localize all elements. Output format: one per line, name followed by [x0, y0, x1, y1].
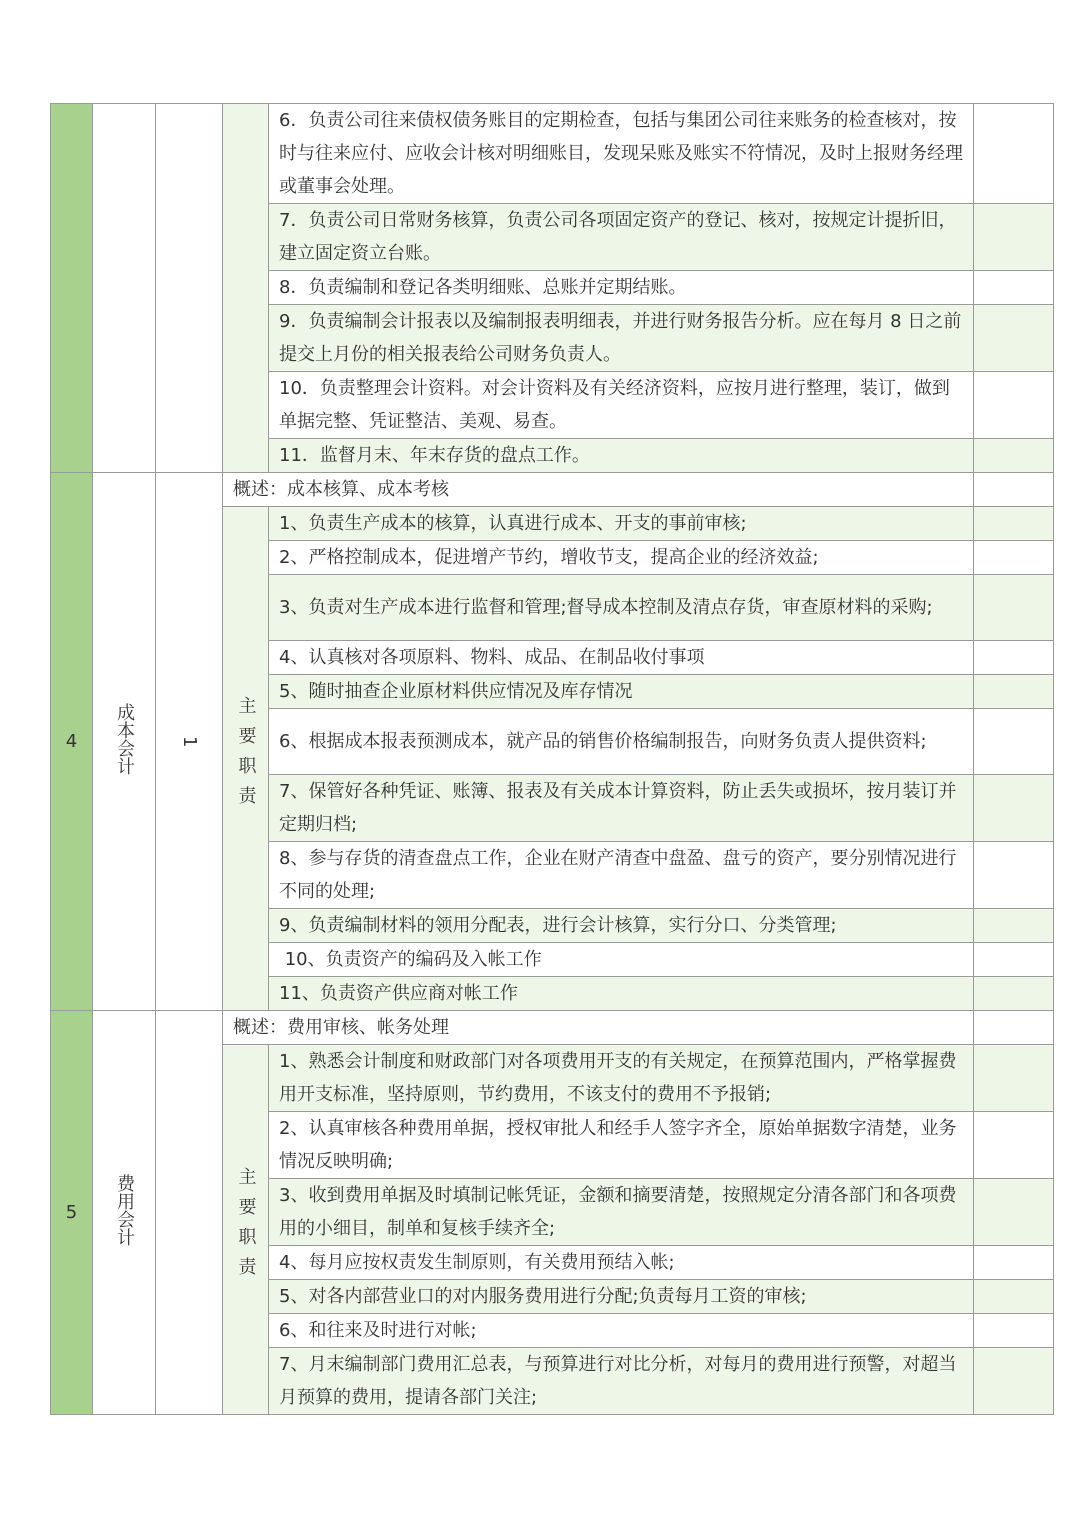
remarks-cell [974, 372, 1054, 439]
headcount-cell [156, 104, 223, 473]
remarks-cell [974, 943, 1054, 977]
overview-row [51, 473, 1054, 507]
remarks-cell [974, 575, 1054, 641]
position-name-cell [93, 1011, 156, 1415]
duty-text: 11、负责资产供应商对帐工作 [269, 977, 974, 1011]
duty-text: 9、负责编制材料的领用分配表，进行会计核算，实行分口、分类管理; [269, 909, 974, 943]
remarks-cell [974, 104, 1054, 204]
remarks-cell [974, 271, 1054, 305]
headcount: 1 [179, 735, 200, 747]
section-number [51, 104, 93, 473]
overview-text: 概述：成本核算、成本考核 [223, 473, 974, 507]
section-number: 5 [51, 1011, 93, 1415]
remarks-cell [974, 977, 1054, 1011]
duty-label: 主要职责 [235, 696, 257, 816]
duty-text: 1、负责生产成本的核算，认真进行成本、开支的事前审核; [269, 507, 974, 541]
duty-text: 7．负责公司日常财务核算，负责公司各项固定资产的登记、核对，按规定计提折旧，建立固定资立台账。 [269, 204, 974, 271]
position-name: 费用会计 [114, 1174, 135, 1246]
remarks-cell [974, 1179, 1054, 1246]
remarks-cell [974, 204, 1054, 271]
duty-text: 4、每月应按权责发生制原则，有关费用预结入帐; [269, 1246, 974, 1280]
duty-label: 主要职责 [235, 1167, 257, 1287]
remarks-cell [974, 1045, 1054, 1112]
duty-label-cell [223, 507, 269, 1011]
remarks-cell [974, 305, 1054, 372]
section-number: 4 [51, 473, 93, 1011]
remarks-cell [974, 473, 1054, 507]
duty-label-cell [223, 104, 269, 473]
duty-text: 8、参与存货的清查盘点工作，企业在财产清查中盘盈、盘亏的资产，要分别情况进行不同的处理; [269, 842, 974, 909]
remarks-cell [974, 1348, 1054, 1415]
duty-text: 6、和往来及时进行对帐; [269, 1314, 974, 1348]
duty-text: 10、负责资产的编码及入帐工作 [269, 943, 974, 977]
remarks-cell [974, 439, 1054, 473]
duty-text: 8．负责编制和登记各类明细账、总账并定期结账。 [269, 271, 974, 305]
duty-text: 3、收到费用单据及时填制记帐凭证，金额和摘要清楚，按照规定分清各部门和各项费用的小细目，制单和复核手续齐全; [269, 1179, 974, 1246]
duty-text: 1、熟悉会计制度和财政部门对各项费用开支的有关规定，在预算范围内，严格掌握费用开支标准，坚持原则，节约费用，不该支付的费用不予报销; [269, 1045, 974, 1112]
duty-text: 5、对各内部营业口的对内服务费用进行分配;负责每月工资的审核; [269, 1280, 974, 1314]
overview-text: 概述：费用审核、帐务处理 [223, 1011, 974, 1045]
duty-text: 2、严格控制成本，促进增产节约，增收节支，提高企业的经济效益; [269, 541, 974, 575]
duty-text: 7、保管好各种凭证、账簿、报表及有关成本计算资料，防止丢失或损坏，按月装订并定期归档; [269, 775, 974, 842]
remarks-cell [974, 842, 1054, 909]
remarks-cell [974, 507, 1054, 541]
duty-text: 10．负责整理会计资料。对会计资料及有关经济资料，应按月进行整理，装订，做到单据完整、凭证整洁、美观、易查。 [269, 372, 974, 439]
position-name: 成本会计 [114, 703, 135, 775]
remarks-cell [974, 909, 1054, 943]
duty-text: 9．负责编制会计报表以及编制报表明细表，并进行财务报告分析。应在每月 8 日之前提交上月份的相关报表给公司财务负责人。 [269, 305, 974, 372]
position-name-cell [93, 104, 156, 473]
duty-row [51, 104, 1054, 204]
remarks-cell [974, 641, 1054, 675]
duty-text: 5、随时抽查企业原材料供应情况及库存情况 [269, 675, 974, 709]
duty-text: 7、月末编制部门费用汇总表，与预算进行对比分析，对每月的费用进行预警，对超当月预算的费用，提请各部门关注; [269, 1348, 974, 1415]
duty-text: 11．监督月末、年末存货的盘点工作。 [269, 439, 974, 473]
headcount-cell [156, 1011, 223, 1415]
remarks-cell [974, 709, 1054, 775]
duty-text: 6．负责公司往来债权债务账目的定期检查，包括与集团公司往来账务的检查核对，按时与往来应付、应收会计核对明细账目，发现呆账及账实不符情况，及时上报财务经理或董事会处理。 [269, 104, 974, 204]
headcount-cell [156, 473, 223, 1011]
duty-text: 4、认真核对各项原料、物料、成品、在制品收付事项 [269, 641, 974, 675]
remarks-cell [974, 1246, 1054, 1280]
job-duties-table [50, 103, 1054, 1415]
overview-row [51, 1011, 1054, 1045]
duty-text: 3、负责对生产成本进行监督和管理;督导成本控制及清点存货，审查原材料的采购; [269, 575, 974, 641]
duty-text: 2、认真审核各种费用单据，授权审批人和经手人签字齐全，原始单据数字清楚，业务情况反映明确; [269, 1112, 974, 1179]
remarks-cell [974, 1011, 1054, 1045]
remarks-cell [974, 675, 1054, 709]
remarks-cell [974, 1280, 1054, 1314]
position-name-cell [93, 473, 156, 1011]
duty-label-cell [223, 1045, 269, 1415]
remarks-cell [974, 1112, 1054, 1179]
remarks-cell [974, 775, 1054, 842]
remarks-cell [974, 1314, 1054, 1348]
remarks-cell [974, 541, 1054, 575]
duty-text: 6、根据成本报表预测成本，就产品的销售价格编制报告，向财务负责人提供资料; [269, 709, 974, 775]
